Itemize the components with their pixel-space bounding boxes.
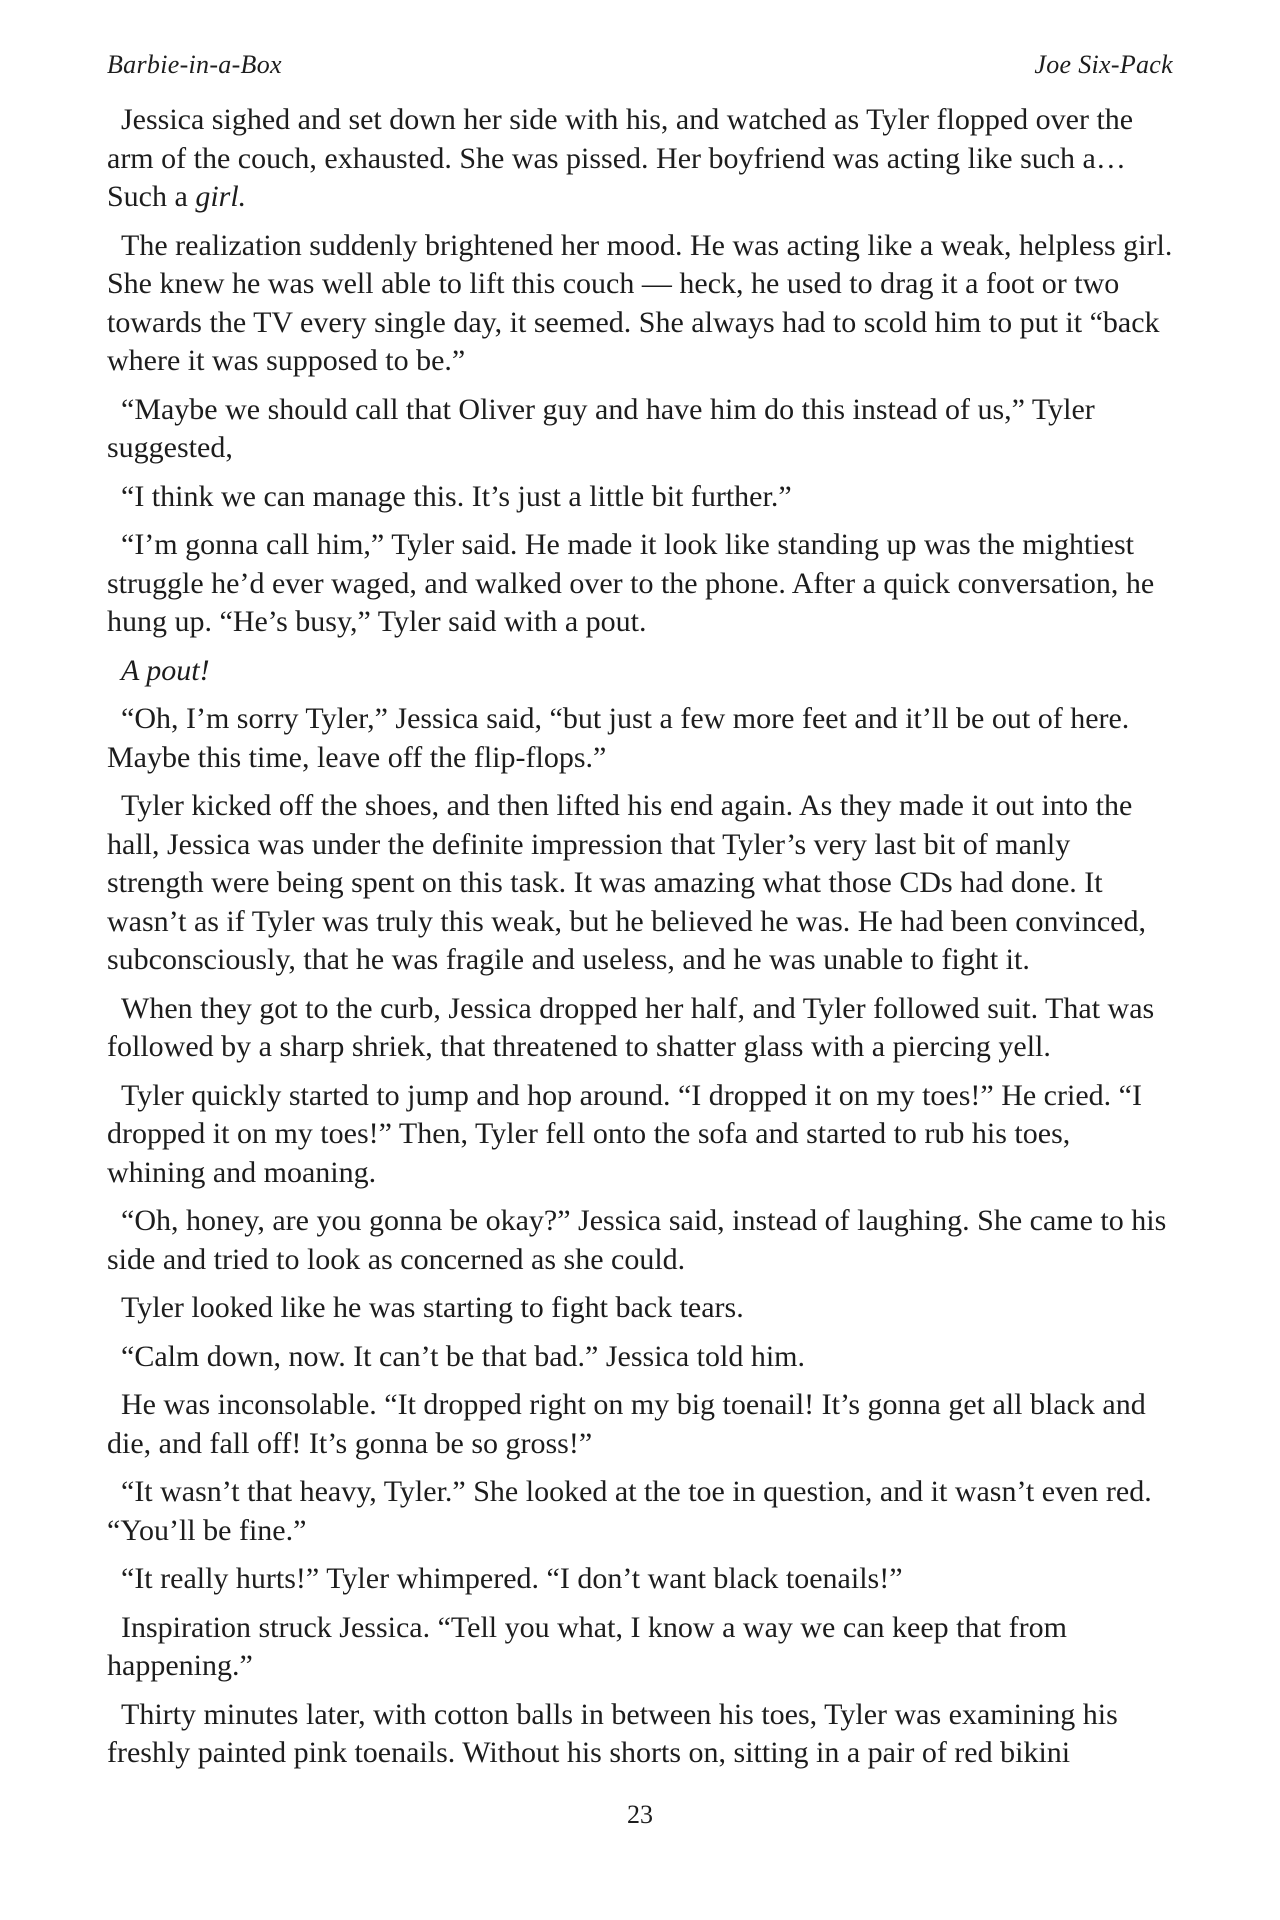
- paragraph-text: “Oh, I’m sorry Tyler,” Jessica said, “but just a few more feet and it’ll be out of here. Maybe this time, leave off the flip-flops.”: [107, 702, 1130, 774]
- paragraph-text: “Calm down, now. It can’t be that bad.” Jessica told him.: [121, 1339, 806, 1373]
- paragraph-text: The realization suddenly brightened her mood. He was acting like a weak, helpless girl. She knew he was well able to lift this couch — heck, he used to drag it a foot or two towards the TV every single day, it seemed. She always had to scold him to put it “back where it was supposed to be.”: [107, 228, 1173, 377]
- italic-text: girl.: [195, 180, 247, 213]
- paragraph-text: “It wasn’t that heavy, Tyler.” She looked at the toe in question, and it wasn’t even red. “You’ll be fine.”: [107, 1475, 1152, 1547]
- paragraph-text: Tyler quickly started to jump and hop around. “I dropped it on my toes!” He cried. “I dropped it on my toes!” Then, Tyler fell onto the sofa and started to rub his toes, whining and moaning.: [107, 1078, 1142, 1189]
- paragraph: [107, 526, 1173, 642]
- paragraph-text: “Maybe we should call that Oliver guy and have him do this instead of us,” Tyler suggested,: [107, 392, 1095, 464]
- paragraph-text: Tyler kicked off the shoes, and then lifted his end again. As they made it out into the hall, Jessica was under the definite impression that Tyler’s very last bit of manly strength were being spent on this task. It was amazing what those CDs had done. It wasn’t as if Tyler was truly this weak, but he believed he was. He had been convinced, subconsciously, that he was fragile and useless, and he was unable to fight it.: [107, 789, 1146, 976]
- paragraph-text: Tyler looked like he was starting to fight back tears.: [121, 1291, 744, 1324]
- italic-text: A pout!: [121, 653, 210, 687]
- paragraph: [107, 787, 1173, 980]
- paragraph-text: Jessica sighed and set down her side with his, and watched as Tyler flopped over the arm of the couch, exhausted. She was pissed. Her boyfriend was acting like such a… Such a: [107, 103, 1134, 213]
- paragraph-text: Thirty minutes later, with cotton balls in between his toes, Tyler was examining his freshly painted pink toenails. Without his shorts on, sitting in a pair of red bikini: [107, 1697, 1118, 1769]
- paragraph-text: “I think we can manage this. It’s just a little bit further.”: [121, 479, 792, 513]
- book-title: Barbie-in-a-Box: [107, 50, 282, 79]
- paragraph: [107, 700, 1173, 777]
- running-header: [107, 50, 1173, 86]
- paragraph: [107, 227, 1173, 381]
- body-text: [107, 101, 1173, 1783]
- paragraph: [107, 478, 1173, 517]
- paragraph-text: “Oh, honey, are you gonna be okay?” Jessica said, instead of laughing. She came to his side and tried to look as concerned as she could.: [107, 1204, 1167, 1276]
- paragraph-text: He was inconsolable. “It dropped right on my big toenail! It’s gonna get all black and die, and fall off! It’s gonna be so gross!”: [107, 1388, 1146, 1460]
- paragraph: [107, 1338, 1173, 1377]
- paragraph: [107, 1609, 1173, 1686]
- paragraph: [107, 1077, 1173, 1193]
- paragraph: [107, 101, 1173, 217]
- paragraph-text: “It really hurts!” Tyler whimpered. “I don’t want black toenails!”: [121, 1562, 903, 1595]
- paragraph: [107, 1696, 1173, 1773]
- paragraph: [107, 652, 1173, 691]
- paragraph: [107, 1386, 1173, 1463]
- paragraph-text: When they got to the curb, Jessica dropped her half, and Tyler followed suit. That was followed by a sharp shriek, that threatened to shatter glass with a piercing yell.: [107, 991, 1155, 1063]
- author-name: Joe Six-Pack: [1034, 50, 1173, 79]
- paragraph: [107, 990, 1173, 1067]
- paragraph: [107, 1202, 1173, 1279]
- paragraph: [107, 1560, 1173, 1599]
- page-number: 23: [627, 1800, 653, 1829]
- paragraph-text: “I’m gonna call him,” Tyler said. He made it look like standing up was the mightiest struggle he’d ever waged, and walked over to the phone. After a quick conversation, he hung up. “He’s busy,” Tyler said with a pout.: [107, 528, 1155, 638]
- paragraph: [107, 1289, 1173, 1328]
- paragraph-text: Inspiration struck Jessica. “Tell you what, I know a way we can keep that from happening.”: [107, 1610, 1067, 1682]
- paragraph: [107, 1473, 1173, 1550]
- paragraph: [107, 391, 1173, 468]
